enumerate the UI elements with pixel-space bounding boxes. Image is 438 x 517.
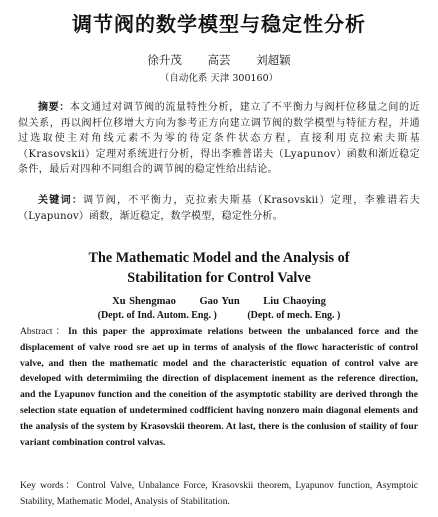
english-author-1: Xu Shengmao xyxy=(112,296,176,307)
chinese-authors: 徐升茂 高芸 刘超颖 xyxy=(147,53,291,67)
english-title-line-1: The Mathematic Model and the Analysis of xyxy=(88,250,350,266)
english-keywords-label: Key words： xyxy=(20,480,77,491)
chinese-affiliation: （自动化系 天津 300160） xyxy=(159,73,279,84)
english-keywords-text: Control Valve, Unbalance Force, Krasovskii theorem, Lyapunov function, Asymptoic Stability, Mathematic Model, Analysis of Stabilitation. xyxy=(20,480,418,507)
english-authors xyxy=(0,296,438,307)
english-author-3: Liu Chaoying xyxy=(263,296,326,307)
english-author-2: Gao Yun xyxy=(199,296,240,307)
chinese-abstract-label: 摘要： xyxy=(38,102,70,113)
chinese-title: 调节阀的数学模型与稳定性分析 xyxy=(72,12,366,36)
english-affiliation-2: (Dept. of mech. Eng. ) xyxy=(247,310,341,321)
english-title xyxy=(0,248,438,288)
english-title-line-2: Stabilitation for Control Valve xyxy=(127,270,311,286)
chinese-keywords-text: 调节阀，不平衡力，克拉索夫斯基（Krasovskii）定理，李雅谱若夫（Lyapunov）函数，渐近稳定，数学模型，稳定性分析。 xyxy=(18,195,420,222)
english-abstract-text: In this paper the approximate relations between the unbalanced force and the displacement of valve rood sre aet up in terms of analysis of the flowc haracteristic of control valve, and then the mathematic model and the characteristic equation of control valve are developed with determimiing the direction of displacement inement as the reference direction, and the Lyapunov function and the coneition of the asymptotic stability are derived throngh the selection state equation of undetermined codfficient having nonzero main diagonal elements and the analysis of the system by Krasovskii theorem. At last, there is the conlusion of staility of four variant combination control valvas. xyxy=(20,326,418,448)
english-abstract xyxy=(20,324,418,450)
english-affiliations xyxy=(0,310,438,321)
english-keywords xyxy=(20,478,418,510)
english-affiliation-1: (Dept. of Ind. Autom. Eng. ) xyxy=(97,310,217,321)
chinese-keywords xyxy=(18,193,420,224)
english-abstract-label: Abstract： xyxy=(20,326,69,337)
chinese-keywords-label: 关键词： xyxy=(38,195,84,206)
chinese-abstract xyxy=(18,100,420,178)
chinese-abstract-text: 本文通过对调节阀的流量特性分析，建立了不平衡力与阀杆位移量之间的近似关系，再以阀杆位移增大方向为参考正方向建立调节阀的数学模型与特征方程，并通过选取使主对角线元素不为零的待定条件状态方程，直接利用克拉索夫斯基（Krasovskii）定理对系统进行分析，得出李雅普诺夫（Lyapunov）函数和渐近稳定条件，最后对四种不同组合的调节阀的稳定性给出结论。 xyxy=(18,102,421,176)
